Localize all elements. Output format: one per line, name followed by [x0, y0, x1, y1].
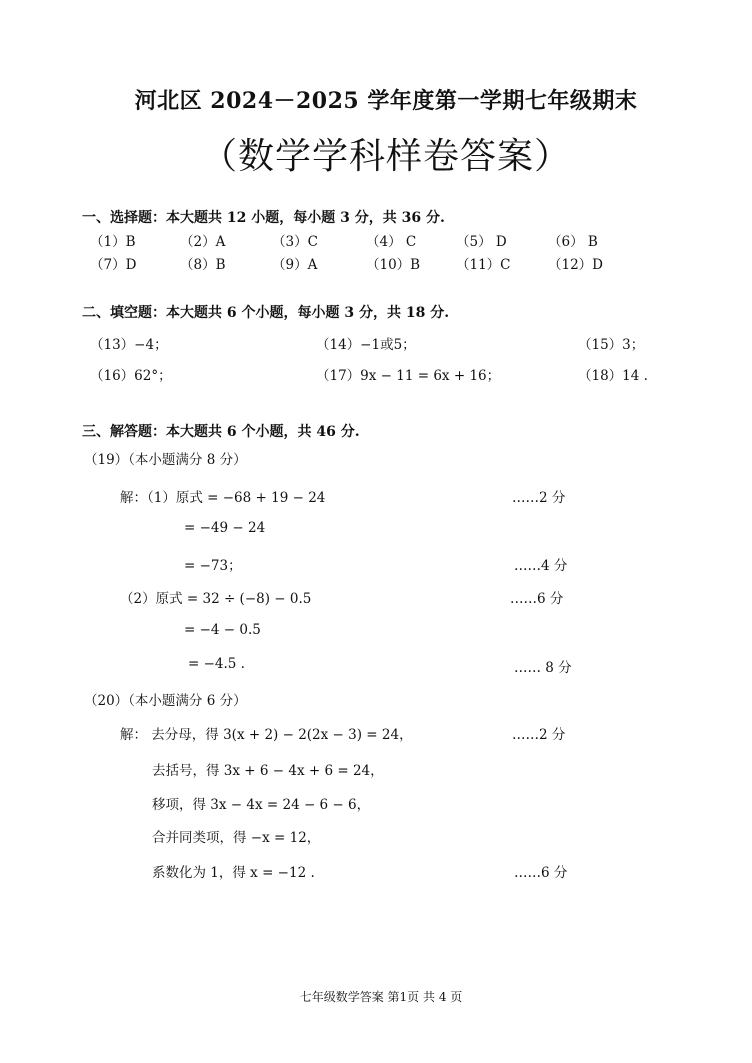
page-title: 河北区 2024－2025 学年度第一学期七年级期末	[134, 88, 638, 114]
page-subtitle: （数学学科样卷答案）	[200, 136, 571, 177]
answer-11: （11）C	[456, 257, 511, 273]
q20-score-1: ……2 分	[512, 727, 566, 743]
q19-step-1: 解：（1）原式 = −68 + 19 − 24	[120, 490, 326, 506]
question-20-label: （20）（本小题满分 6 分）	[84, 693, 247, 709]
answer-16: （16）62°；	[90, 368, 172, 384]
q19-score-4: …… 8 分	[514, 660, 572, 676]
question-19-label: （19）（本小题满分 8 分）	[84, 452, 247, 468]
answer-15: （15）3；	[578, 337, 645, 353]
q20-score-2: ……6 分	[514, 865, 568, 881]
q20-step-5: 系数化为 1，得 x = −12 .	[152, 865, 315, 881]
q19-step-2: = −49 − 24	[184, 520, 266, 536]
answer-12: （12）D	[548, 257, 604, 273]
answer-8: （8）B	[180, 257, 226, 273]
answer-9: （9）A	[272, 257, 318, 273]
answer-2: （2）A	[180, 234, 226, 250]
q20-step-1: 解： 去分母，得 3(x + 2) − 2(2x − 3) = 24，	[120, 727, 413, 743]
answer-6: （6） B	[548, 234, 598, 250]
q19-step-5: = −4 − 0.5	[184, 622, 261, 638]
q19-score-3: ……6 分	[510, 591, 564, 607]
answer-17: （17）9x − 11 = 6x + 16；	[316, 368, 501, 384]
answer-10: （10）B	[366, 257, 421, 273]
answer-4: （4） C	[366, 234, 417, 250]
q19-score-2: ……4 分	[514, 558, 568, 574]
section-3-heading: 三、解答题：本大题共 6 个小题，共 46 分.	[82, 424, 360, 440]
section-2-heading: 二、填空题：本大题共 6 个小题，每小题 3 分，共 18 分.	[82, 305, 450, 321]
answer-13: （13）−4；	[90, 337, 168, 353]
section-1-heading: 一、选择题：本大题共 12 小题，每小题 3 分，共 36 分.	[82, 210, 445, 226]
page-footer: 七年级数学答案 第1页 共 4 页	[299, 990, 463, 1004]
answer-5: （5） D	[456, 234, 507, 250]
q20-step-2: 去括号，得 3x + 6 − 4x + 6 = 24，	[152, 763, 384, 779]
q20-step-4: 合并同类项，得 −x = 12，	[152, 830, 321, 846]
answer-14: （14）−1或5；	[316, 337, 416, 353]
q19-step-3: = −73；	[184, 558, 242, 574]
answer-1: （1）B	[90, 234, 136, 250]
q19-step-6: = −4.5 .	[188, 656, 245, 672]
answer-7: （7）D	[90, 257, 137, 273]
q20-step-3: 移项，得 3x − 4x = 24 − 6 − 6，	[152, 797, 371, 813]
answer-18: （18）14 .	[578, 368, 648, 384]
answer-3: （3）C	[272, 234, 318, 250]
q19-step-4: （2）原式 = 32 ÷ (−8) − 0.5	[120, 591, 312, 607]
q19-score-1: ……2 分	[512, 490, 566, 506]
